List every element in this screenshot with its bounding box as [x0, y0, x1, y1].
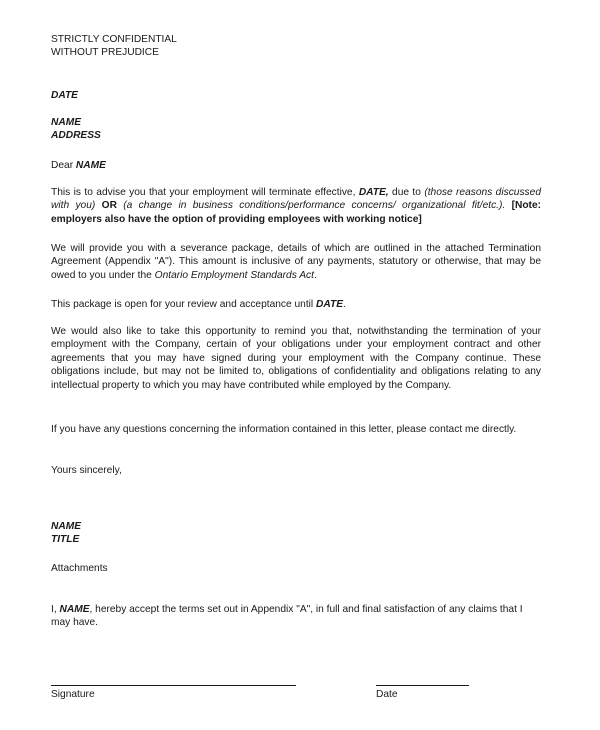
- header-line-prejudice: WITHOUT PREJUDICE: [51, 47, 159, 59]
- p1-or: OR: [95, 200, 124, 212]
- p2-act: Ontario Employment Standards Act: [154, 269, 314, 281]
- p2-end: .: [313, 269, 317, 281]
- p1-text-b: due to: [388, 187, 425, 198]
- date-placeholder: DATE: [51, 90, 78, 101]
- p3-end: .: [343, 299, 346, 310]
- confidentiality-header: [51, 33, 541, 60]
- signature-line: [51, 685, 296, 686]
- paragraph-severance: [51, 242, 541, 282]
- p3-date: DATE: [316, 299, 344, 310]
- salutation: [51, 159, 541, 172]
- date-label: Date: [376, 689, 398, 700]
- p1-text-a: This is to advise you that your employment will terminate effective,: [51, 187, 359, 198]
- signature-label: Signature: [51, 689, 95, 700]
- salutation-prefix: Dear: [51, 160, 76, 171]
- recipient-name: NAME: [51, 117, 81, 128]
- p1-note: [Note: employers also have the option of providing employees with working notice]: [51, 200, 542, 225]
- paragraph-questions: If you have any questions concerning the information contained in this letter, please contact me directly.: [51, 424, 517, 435]
- p3-text: This package is open for your review and acceptance until: [51, 299, 317, 310]
- signer-block: [51, 520, 541, 547]
- signer-name: NAME: [51, 521, 81, 532]
- acceptance-name: NAME: [59, 604, 90, 615]
- p1-reason-a: (those reasons discussed with you): [51, 187, 541, 212]
- salutation-name: NAME: [75, 160, 106, 171]
- acceptance-statement: [51, 603, 541, 630]
- p1-date: DATE,: [358, 187, 389, 198]
- paragraph-review: [51, 298, 541, 311]
- date-line: [376, 685, 469, 686]
- closing: Yours sincerely,: [51, 465, 122, 476]
- p2-text: We will provide you with a severance package, details of which are outlined in the attached Termination Agreement (Appendix "A"). This amount is inclusive of any payments, statutory or otherwise, that may be owed to you under the: [51, 243, 541, 281]
- header-line-confidential: STRICTLY CONFIDENTIAL: [51, 34, 177, 45]
- paragraph-termination: [51, 186, 541, 226]
- acceptance-prefix: I,: [51, 604, 60, 615]
- paragraph-obligations: We would also like to take this opportunity to remind you that, notwithstanding the termination of your employment with the Company, certain of your obligations under your employment contract and other agreements that you may have signed during your employment with the Company continue. These obligations include, but may not be limited to, obligations of confidentiality and obligations relating to any intellectual property to which you may have contributed while employed by the Company.: [51, 326, 541, 391]
- acceptance-text: , hereby accept the terms set out in Appendix "A", in full and final satisfaction of any claims that I may have.: [51, 604, 523, 629]
- p1-reason-b: (a change in business conditions/performance concerns/ organizational fit/etc.).: [123, 200, 506, 212]
- signer-title: TITLE: [51, 534, 80, 546]
- recipient-block: [51, 116, 541, 143]
- attachments-label: Attachments: [51, 563, 108, 574]
- recipient-address: ADDRESS: [51, 130, 101, 142]
